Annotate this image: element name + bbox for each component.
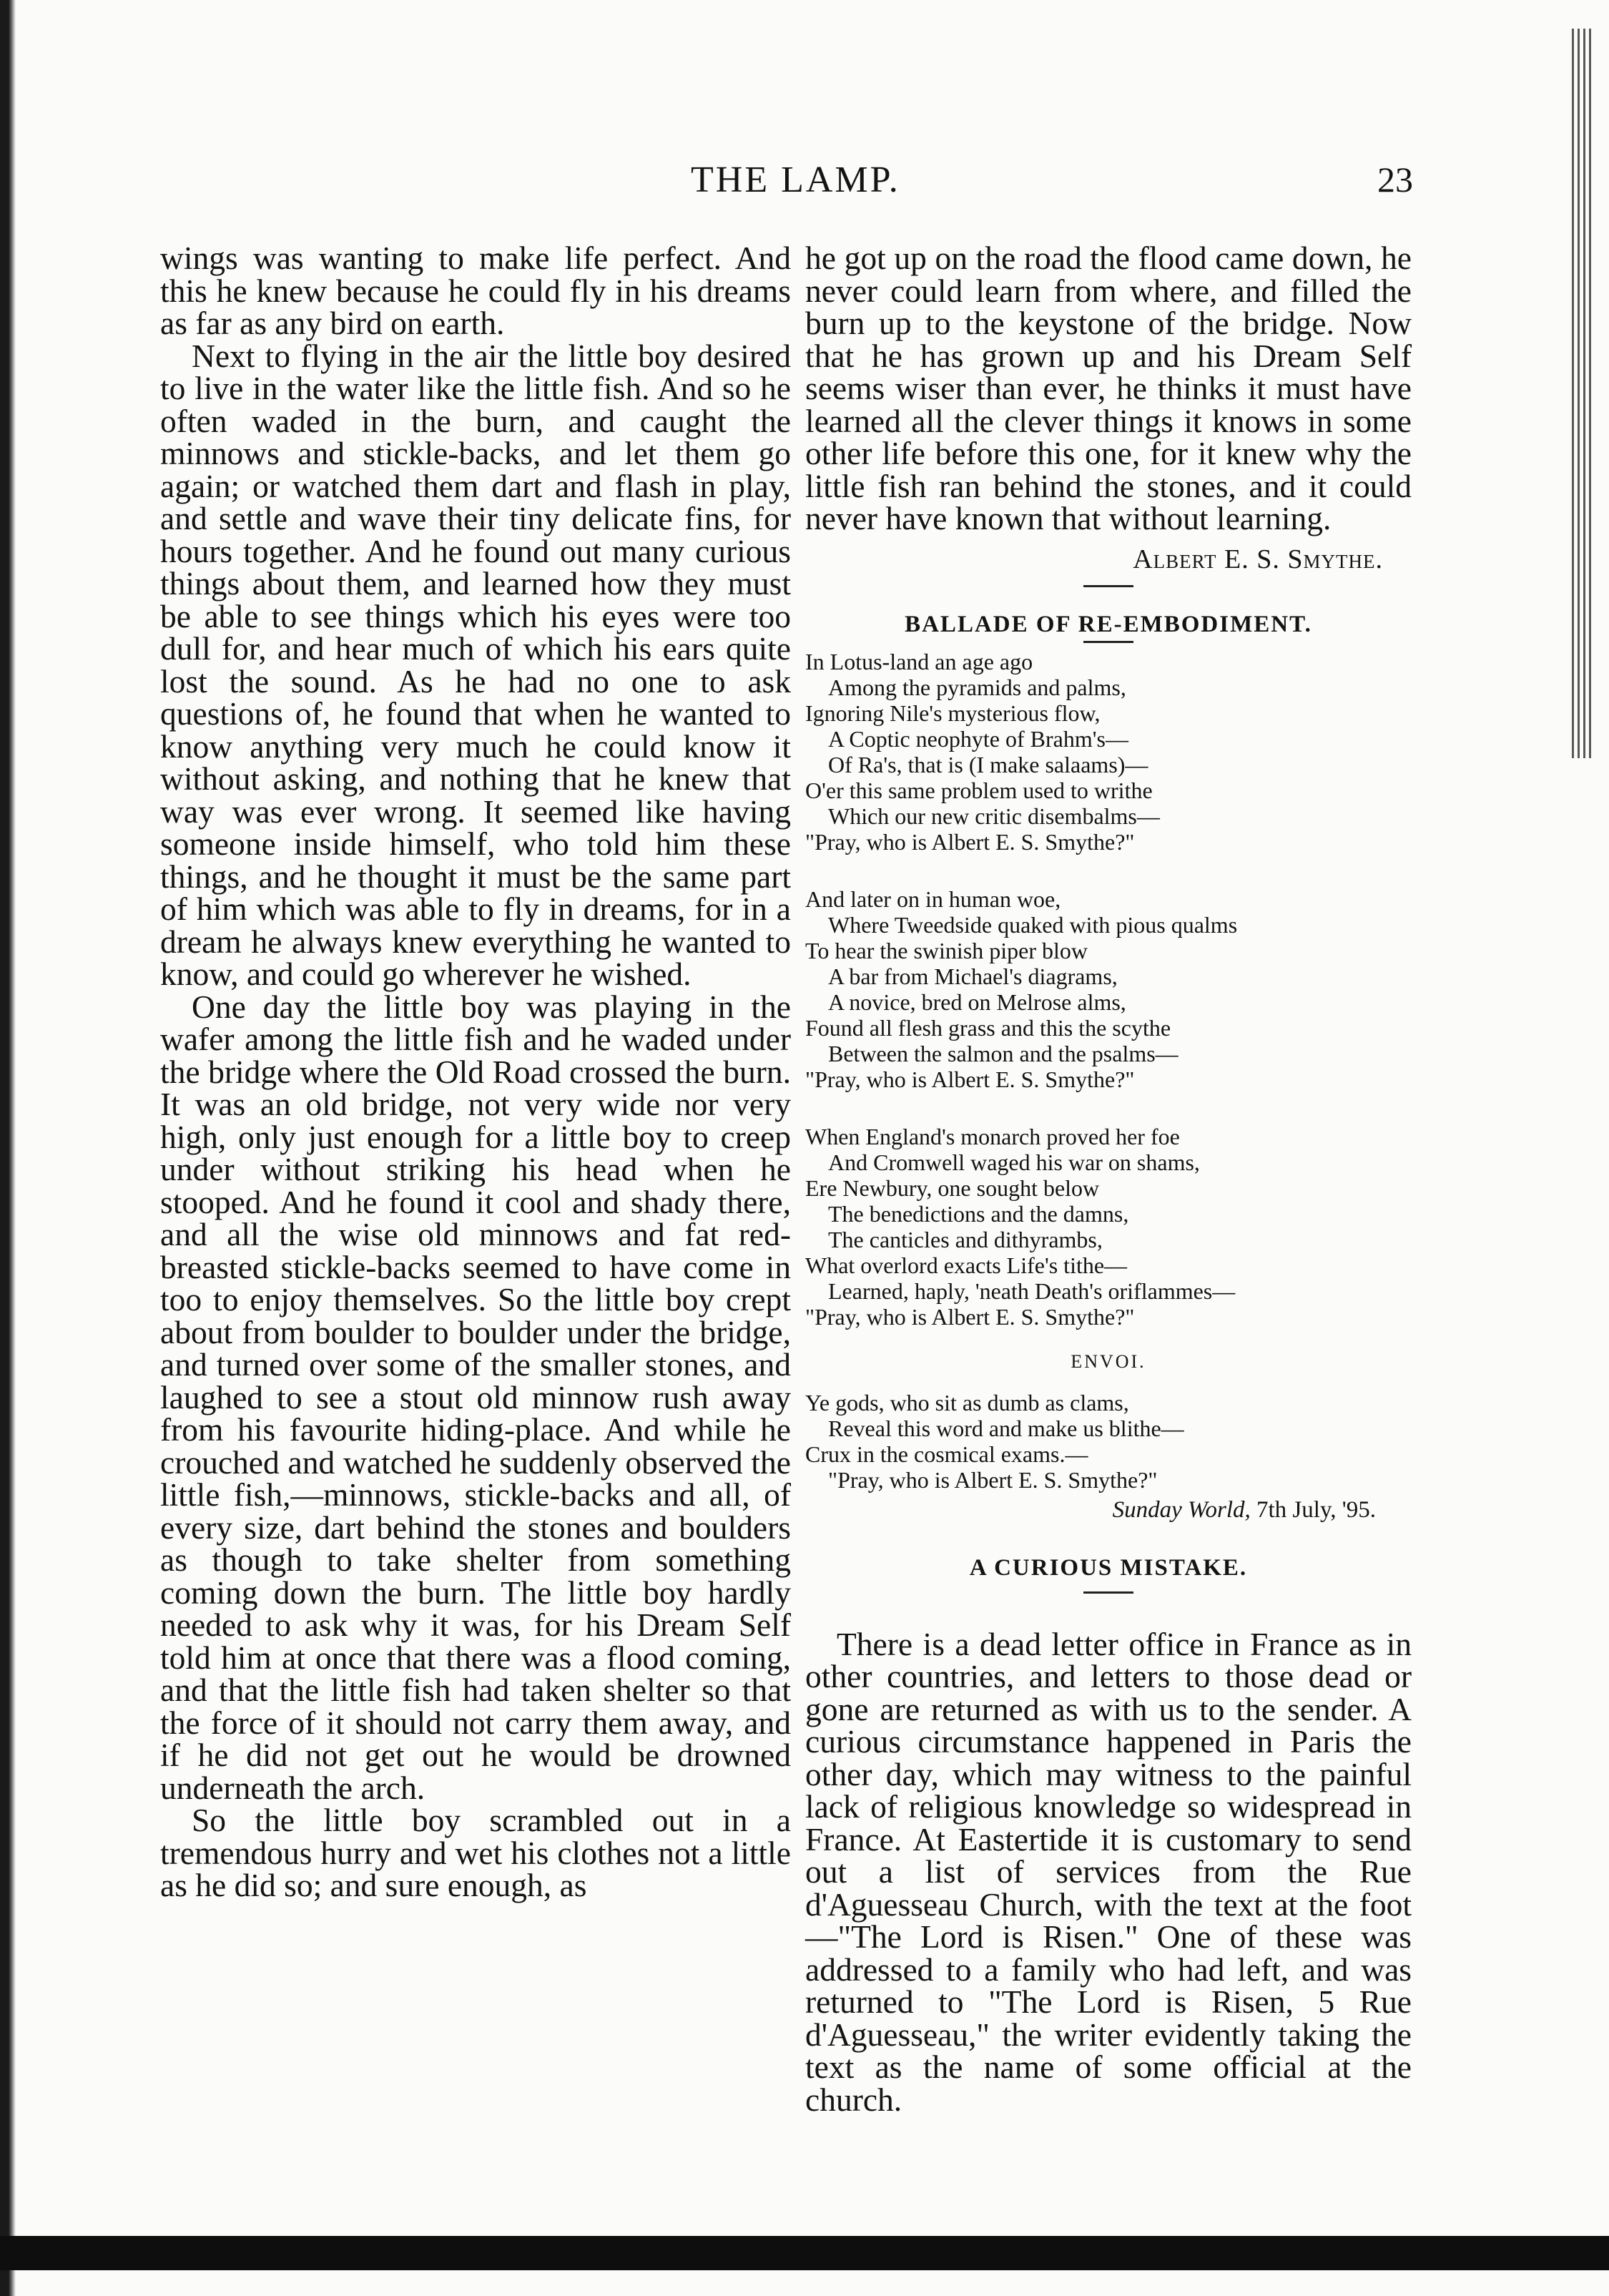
verse-line: A bar from Michael's diagrams, [828, 963, 1118, 989]
page-edge-shadow [1572, 29, 1593, 758]
verse-line: A Coptic neophyte of Brahm's— [828, 725, 1128, 752]
page-bottom-edge [0, 2236, 1609, 2270]
verse-line: Reveal this word and make us blithe— [828, 1415, 1184, 1441]
verse-line: And later on in human woe, [805, 885, 1061, 912]
verse-line: Crux in the cosmical exams.— [805, 1441, 1088, 1467]
verse-line: "Pray, who is Albert E. S. Smythe?" [828, 1466, 1158, 1493]
left-column [160, 242, 791, 1902]
verse-line: The benedictions and the damns, [828, 1200, 1129, 1227]
verse-line: Ye gods, who sit as dumb as clams, [805, 1389, 1129, 1416]
envoi-label: ENVOI. [1071, 1350, 1146, 1372]
paragraph: Next to flying in the air the little boy desired to live in the water like the little fish. And so he often waded in the burn, and caught the minnows and stickle-backs, and let them go again; or watched them dart and flash in play, and settle and wave their tiny delicate fins, for hours together. And he found out many curious things about them, and learned how they must be able to see things which his eyes were too dull for, and hear much of which his ears quite lost the sound. As he had no one to ask questions of, he found that when he wanted to know anything very much he could know it without asking, and nothing that he knew that way was ever wrong. It seemed like having someone inside himself, who told him these things, and he thought it must be the same part of him which was able to fly in dreams, for in a dream he always knew everything he wanted to know, and could go wherever he wished. [160, 337, 791, 992]
verse-line: Which our new critic disembalms— [828, 803, 1160, 829]
verse-line: "Pray, who is Albert E. S. Smythe?" [805, 828, 1135, 855]
paragraph: So the little boy scrambled out in a tremendous hurry and wet his clothes not a little as he did so; and sure enough, as [160, 1802, 791, 1903]
credit-date: 7th July, '95. [1256, 1496, 1376, 1523]
verse-line: Learned, haply, 'neath Death's oriflammes— [828, 1277, 1236, 1304]
verse-line: Between the salmon and the psalms— [828, 1040, 1179, 1066]
verse-line: To hear the swinish piper blow [805, 937, 1088, 963]
verse-line: And Cromwell waged his war on shams, [828, 1149, 1200, 1175]
title-divider [1083, 641, 1133, 643]
page-binding-edge [0, 0, 16, 2296]
article-section [805, 1555, 1412, 2116]
page-number: 23 [1377, 160, 1413, 200]
stanza-2 [805, 886, 1412, 1092]
verse-line: "Pray, who is Albert E. S. Smythe?" [805, 1066, 1135, 1092]
title-divider [1083, 1591, 1133, 1594]
running-head [0, 159, 1609, 216]
verse-line: In Lotus-land an age ago [805, 648, 1033, 674]
verse-line: O'er this same problem used to writhe [805, 777, 1153, 803]
ballade-title: BALLADE OF RE-EMBODIMENT. [905, 611, 1312, 637]
paragraph: wings was wanting to make life perfect. And this he knew because he could fly in his dreams as far as any bird on earth. [160, 240, 791, 341]
article-body: There is a dead letter office in France as in other countries, and letters to those dead or gone are returned as with us to the sender. A curious circumstance happened in Paris the other day, which may witness to the painful lack of religious knowledge so widespread in France. At Eastertide it is customary to send out a list of services from the Rue d'Aguesseau Church, with the text at the foot—"The Lord is Risen." One of these was addressed to a family who had left, and was returned to "The Lord is Risen, 5 Rue d'Aguesseau," the writer evidently taking the text as the name of some official at the church. [805, 1625, 1412, 2118]
section-divider [1083, 585, 1133, 587]
paragraph: One day the little boy was playing in the wafer among the little fish and he waded under the bridge where the Old Road crossed the burn. It was an old bridge, not very wide nor very high, only just enough for a little boy to creep under without striking his head when he stooped. And he found it cool and shady there, and all the wise old minnows and fat red-breasted stickle-backs seemed to have come in too to enjoy themselves. So the little boy crept about from boulder to boulder under the bridge, and turned over some of the smaller stones, and laughed to see a stout old minnow rush away from his favourite hiding-place. And while he crouched and watched he suddenly observed the little fish,—minnows, stickle-backs and all, of every size, dart behind the stones and boulders as though to take shelter from something coming down the burn. The little boy hardly needed to ask why it was, for his Dream Self told him at once that there was a flood coming, and that the little fish had taken shelter so that the force of it should not carry them away, and if he did not get out he would be drowned underneath the arch. [160, 988, 791, 1806]
verse-line: Where Tweedside quaked with pious qualms [828, 911, 1238, 938]
stanza-1 [805, 649, 1412, 855]
source-credit [805, 1497, 1412, 1524]
verse-line: "Pray, who is Albert E. S. Smythe?" [805, 1303, 1135, 1330]
verse-line: Ere Newbury, one sought below [805, 1174, 1100, 1201]
credit-source: Sunday World, [1112, 1496, 1251, 1523]
verse-line: What overlord exacts Life's tithe— [805, 1252, 1128, 1278]
ballade-section [805, 612, 1412, 1524]
article-title: A CURIOUS MISTAKE. [969, 1554, 1248, 1581]
author-signature: Albert E. S. Smythe. [1133, 544, 1383, 574]
verse-line: The canticles and dithyrambs, [828, 1226, 1103, 1252]
verse-line: Of Ra's, that is (I make salaams)— [828, 751, 1148, 777]
verse-line: Among the pyramids and palms, [828, 674, 1126, 700]
stanza-3 [805, 1124, 1412, 1330]
verse-line: Found all flesh grass and this the scythe [805, 1014, 1171, 1041]
verse-line: Ignoring Nile's mysterious flow, [805, 700, 1101, 726]
verse-line: A novice, bred on Melrose alms, [828, 988, 1126, 1015]
right-column [805, 242, 1412, 2116]
paragraph: he got up on the road the flood came down, he never could learn from where, and filled the burn up to the keystone of the bridge. Now that he has grown up and his Dream Self seems wiser than ever, he thinks it must have learned all the clever things it knows in some other life before this one, for it knew why the little fish ran behind the stones, and it could never have known that without learning. [805, 240, 1412, 536]
page-title: THE LAMP. [691, 160, 900, 200]
verse-line: When England's monarch proved her foe [805, 1123, 1180, 1149]
envoi-stanza [805, 1390, 1412, 1493]
